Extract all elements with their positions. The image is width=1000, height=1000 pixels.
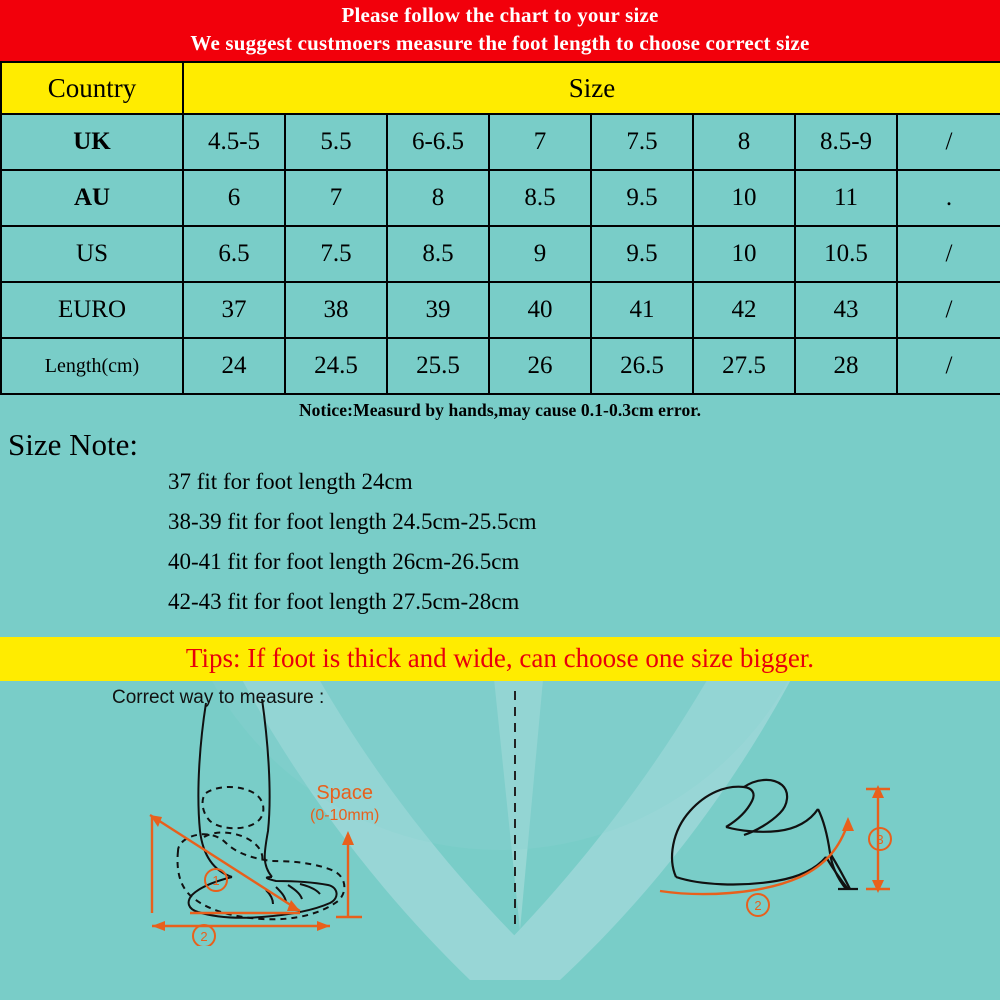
cell-us-6: 10.5 xyxy=(795,226,897,282)
cell-euro-1: 38 xyxy=(285,282,387,338)
measure-arrows-left xyxy=(150,815,362,931)
illustration-caption: Correct way to measure : xyxy=(112,687,325,709)
size-note-list xyxy=(0,469,1000,615)
cell-length-0: 24 xyxy=(183,338,285,394)
cell-length-3: 26 xyxy=(489,338,591,394)
cell-length-1: 24.5 xyxy=(285,338,387,394)
table-row xyxy=(1,114,1000,170)
marker-2-left xyxy=(193,925,215,946)
row-label-uk: UK xyxy=(1,114,183,170)
row-label-us: US xyxy=(1,226,183,282)
cell-euro-4: 41 xyxy=(591,282,693,338)
row-label-length: Length(cm) xyxy=(1,338,183,394)
measurement-notice: Notice:Measurd by hands,may cause 0.1-0.3cm error. xyxy=(0,395,1000,425)
space-range-text: (0-10mm) xyxy=(310,807,380,825)
cell-uk-3: 7 xyxy=(489,114,591,170)
header-size: Size xyxy=(183,62,1000,114)
cell-euro-2: 39 xyxy=(387,282,489,338)
cell-euro-7: / xyxy=(897,282,1000,338)
cell-us-2: 8.5 xyxy=(387,226,489,282)
table-row xyxy=(1,282,1000,338)
size-note-title: Size Note: xyxy=(8,427,138,463)
table-row xyxy=(1,170,1000,226)
cell-euro-0: 37 xyxy=(183,282,285,338)
cell-au-4: 9.5 xyxy=(591,170,693,226)
cell-length-7: / xyxy=(897,338,1000,394)
svg-text:1: 1 xyxy=(212,873,220,889)
tips-banner: Tips: If foot is thick and wide, can choose one size bigger. xyxy=(0,637,1000,681)
cell-us-1: 7.5 xyxy=(285,226,387,282)
cell-au-0: 6 xyxy=(183,170,285,226)
banner-line-2: We suggest custmoers measure the foot length to choose correct size xyxy=(190,30,810,55)
list-item: 40-41 fit for foot length 26cm-26.5cm xyxy=(168,549,520,575)
measure-arrows-right xyxy=(660,785,890,894)
cell-uk-2: 6-6.5 xyxy=(387,114,489,170)
cell-uk-0: 4.5-5 xyxy=(183,114,285,170)
cell-uk-6: 8.5-9 xyxy=(795,114,897,170)
cell-us-3: 9 xyxy=(489,226,591,282)
cell-length-2: 25.5 xyxy=(387,338,489,394)
cell-us-7: / xyxy=(897,226,1000,282)
cell-length-5: 27.5 xyxy=(693,338,795,394)
cell-uk-4: 7.5 xyxy=(591,114,693,170)
size-note-section xyxy=(0,425,1000,637)
marker-3 xyxy=(869,828,891,850)
measure-illustration xyxy=(0,681,1000,946)
cell-au-6: 11 xyxy=(795,170,897,226)
marker-2-right xyxy=(747,894,769,916)
cell-us-4: 9.5 xyxy=(591,226,693,282)
list-item: 42-43 fit for foot length 27.5cm-28cm xyxy=(168,589,520,615)
illustration-drawing xyxy=(0,681,1000,946)
cell-uk-5: 8 xyxy=(693,114,795,170)
table-header-row xyxy=(1,62,1000,114)
cell-uk-7: / xyxy=(897,114,1000,170)
cell-length-6: 28 xyxy=(795,338,897,394)
cell-euro-6: 43 xyxy=(795,282,897,338)
cell-length-4: 26.5 xyxy=(591,338,693,394)
header-banner xyxy=(0,0,1000,61)
space-label-text: Space xyxy=(316,782,374,805)
svg-text:2: 2 xyxy=(754,898,762,914)
header-country: Country xyxy=(1,62,183,114)
cell-euro-5: 42 xyxy=(693,282,795,338)
cell-euro-3: 40 xyxy=(489,282,591,338)
cell-au-2: 8 xyxy=(387,170,489,226)
shoe-drawing xyxy=(672,780,858,889)
banner-line-1: Please follow the chart to your size xyxy=(341,3,659,27)
size-table xyxy=(0,61,1000,395)
list-item: 38-39 fit for foot length 24.5cm-25.5cm xyxy=(168,509,537,535)
table-row xyxy=(1,226,1000,282)
list-item: 37 fit for foot length 24cm xyxy=(168,469,413,495)
cell-us-0: 6.5 xyxy=(183,226,285,282)
cell-au-1: 7 xyxy=(285,170,387,226)
cell-au-3: 8.5 xyxy=(489,170,591,226)
svg-text:2: 2 xyxy=(200,929,208,945)
row-label-au: AU xyxy=(1,170,183,226)
cell-au-5: 10 xyxy=(693,170,795,226)
table-row xyxy=(1,338,1000,394)
row-label-euro: EURO xyxy=(1,282,183,338)
cell-uk-1: 5.5 xyxy=(285,114,387,170)
cell-us-5: 10 xyxy=(693,226,795,282)
svg-text:3: 3 xyxy=(876,832,884,848)
cell-au-7: . xyxy=(897,170,1000,226)
